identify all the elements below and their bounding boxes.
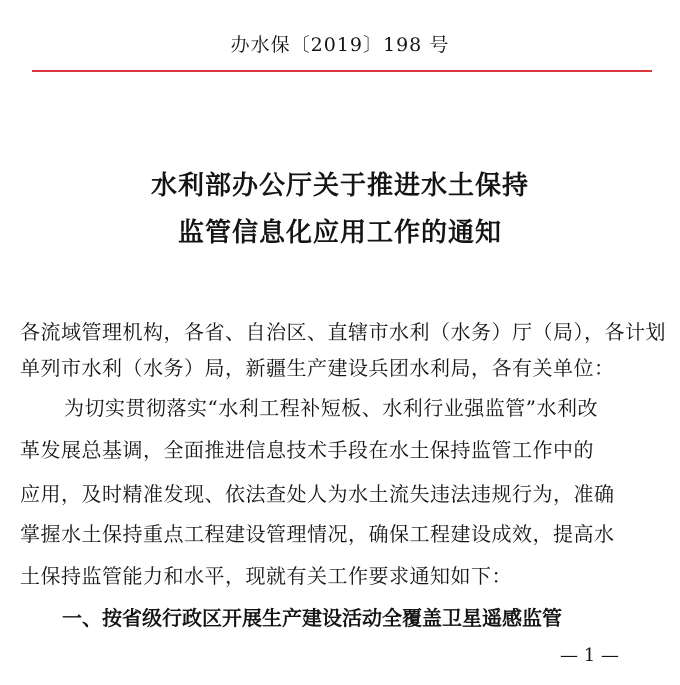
section-heading-1: 一、按省级行政区开展生产建设活动全覆盖卫星遥感监管: [62, 606, 562, 630]
page-number: — 1 —: [560, 645, 619, 666]
body-paragraph-line-5: 土保持监管能力和水平，现就有关工作要求通知如下：: [20, 564, 512, 588]
body-paragraph-line-4: 掌握水土保持重点工程建设管理情况，确保工程建设成效，提高水: [20, 522, 615, 546]
recipients-line-1: 各流域管理机构，各省、自治区、直辖市水利（水务）厅（局），各计划: [20, 320, 666, 344]
red-header-rule: [32, 70, 652, 72]
notice-title-line-1: 水利部办公厅关于推进水土保持: [150, 171, 529, 201]
body-paragraph-line-1: 为切实贯彻落实“水利工程补短板、水利行业强监管”水利改: [64, 396, 598, 420]
body-paragraph-line-2: 革发展总基调，全面推进信息技术手段在水土保持监管工作中的: [20, 438, 594, 462]
body-paragraph-line-3: 应用，及时精准发现、依法查处人为水土流失违法违规行为，准确: [20, 482, 615, 506]
document-number: 办水保〔2019〕198 号: [230, 34, 450, 56]
recipients-line-2: 单列市水利（水务）局，新疆生产建设兵团水利局，各有关单位：: [20, 356, 615, 380]
notice-title-line-2: 监管信息化应用工作的通知: [177, 218, 502, 248]
